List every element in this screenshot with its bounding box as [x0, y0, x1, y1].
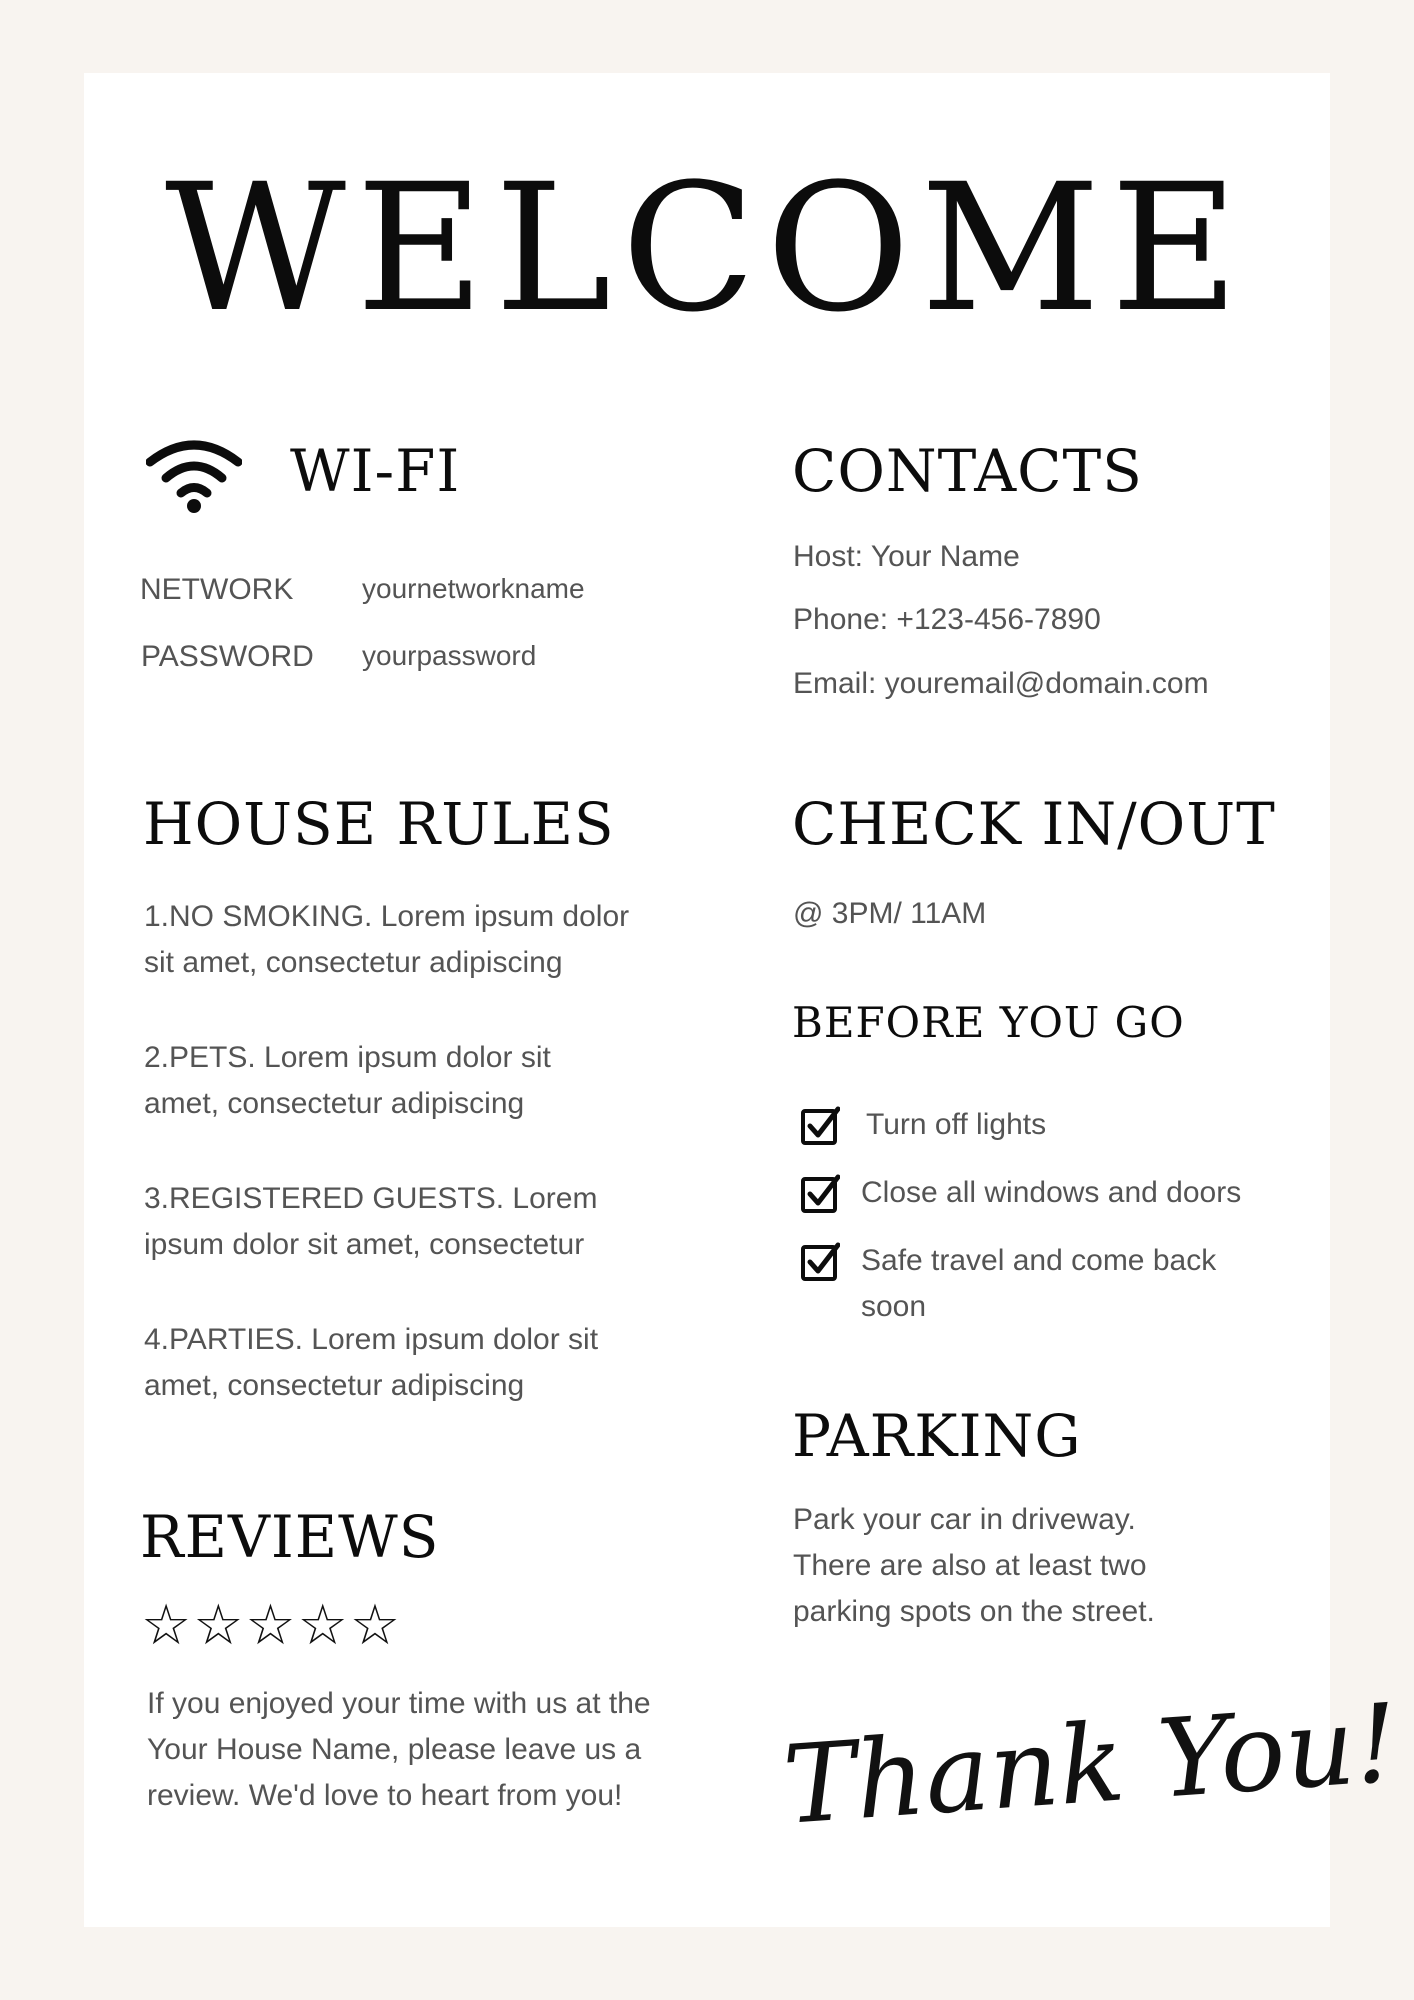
house-rule-line: amet, consectetur adipiscing: [144, 1087, 525, 1120]
wifi-icon: [146, 436, 242, 514]
check-in-out-heading: CHECK IN/OUT: [792, 790, 1276, 858]
checkbox-icon: [800, 1174, 840, 1219]
check-in-out-time: @ 3PM/ 11AM: [793, 897, 987, 930]
reviews-line: review. We'd love to heart from you!: [147, 1779, 623, 1812]
checklist-item-line: Safe travel and come back: [861, 1244, 1217, 1277]
page-title: WELCOME: [165, 146, 1249, 351]
checklist-item: [861, 1170, 1241, 1216]
parking-line: There are also at least two: [793, 1549, 1147, 1582]
checklist-item: [861, 1238, 1216, 1330]
contact-email: Email: youremail@domain.com: [793, 667, 1209, 700]
checklist-item-line: Close all windows and doors: [861, 1176, 1242, 1209]
checklist-item-line: soon: [861, 1290, 927, 1323]
checklist-item-line: Turn off lights: [866, 1108, 1047, 1141]
password-label: PASSWORD: [141, 640, 314, 673]
house-rule: [144, 1317, 598, 1409]
network-label: NETWORK: [140, 573, 294, 606]
house-rule-line: 1.NO SMOKING. Lorem ipsum dolor: [144, 900, 630, 933]
house-rule-line: 2.PETS. Lorem ipsum dolor sit: [144, 1041, 551, 1074]
house-rule: [144, 894, 629, 986]
reviews-heading: REVIEWS: [140, 1503, 440, 1571]
checklist-item: [866, 1102, 1046, 1148]
before-you-go-heading: BEFORE YOU GO: [792, 998, 1185, 1047]
house-rule-line: sit amet, consectetur adipiscing: [144, 946, 563, 979]
house-rule-line: 3.REGISTERED GUESTS. Lorem: [144, 1182, 598, 1215]
welcome-card: [84, 73, 1403, 1927]
thank-you-signature: Thank You!: [779, 1681, 1403, 1849]
house-rule-line: amet, consectetur adipiscing: [144, 1369, 525, 1402]
checkbox-icon: [800, 1106, 840, 1151]
house-rule-line: ipsum dolor sit amet, consectetur: [144, 1228, 585, 1261]
contacts-heading: CONTACTS: [792, 437, 1143, 505]
parking-line: parking spots on the street.: [793, 1595, 1155, 1628]
house-rule: [144, 1035, 551, 1127]
reviews-line: If you enjoyed your time with us at the: [147, 1687, 651, 1720]
password-value: yourpassword: [362, 640, 537, 671]
contact-phone: Phone: +123-456-7890: [793, 603, 1101, 636]
house-rule: [144, 1176, 597, 1268]
network-value: yournetworkname: [362, 573, 585, 604]
house-rules-heading: HOUSE RULES: [143, 790, 615, 858]
reviews-text: [147, 1681, 651, 1819]
contact-host: Host: Your Name: [793, 540, 1020, 573]
parking-text: [793, 1497, 1155, 1635]
parking-line: Park your car in driveway.: [793, 1503, 1136, 1536]
reviews-line: Your House Name, please leave us a: [147, 1733, 642, 1766]
rating-stars[interactable]: ☆☆☆☆☆: [141, 1593, 403, 1658]
parking-heading: PARKING: [792, 1402, 1082, 1470]
house-rule-line: 4.PARTIES. Lorem ipsum dolor sit: [144, 1323, 599, 1356]
wifi-heading: WI-FI: [290, 437, 461, 505]
checkbox-icon: [800, 1242, 840, 1287]
